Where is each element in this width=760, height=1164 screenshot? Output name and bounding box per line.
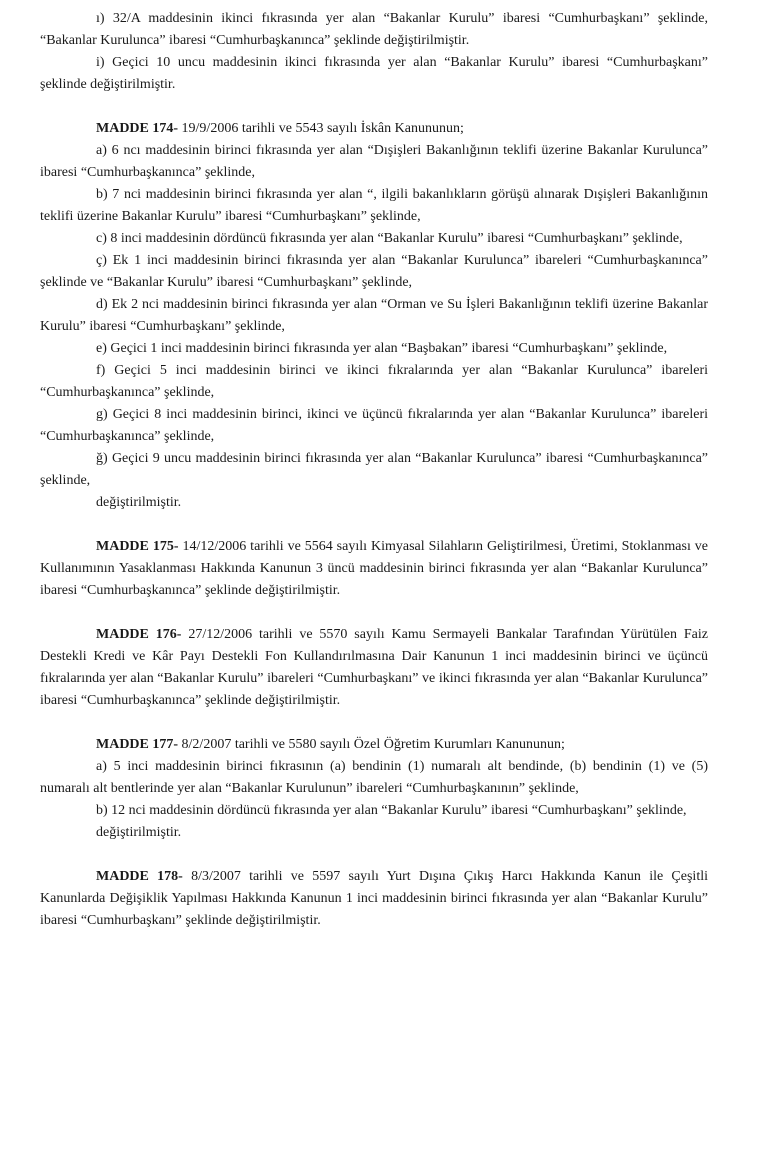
madde-174 xyxy=(40,118,708,514)
paragraph: ç) Ek 1 inci maddesinin birinci fıkrasında yer alan “Bakanlar Kurulunca” ibareleri “Cumhurbaşkanınca” şeklinde ve “Bakanlar Kurulu” ibaresi “Cumhurbaşkanı” şeklinde, xyxy=(40,253,708,290)
paragraph: b) 7 nci maddesinin birinci fıkrasında yer alan “, ilgili bakanlıkların görüşü alınarak Dışişleri Bakanlığının teklifi üzerine Bakanlar Kurulu” ibaresi “Cumhurbaşkanı” şeklinde, xyxy=(40,187,708,224)
madde-heading: MADDE 178- xyxy=(96,869,183,884)
madde-intro xyxy=(40,624,708,712)
madde-intro xyxy=(40,536,708,602)
madde-intro-text: 19/9/2006 tarihli ve 5543 sayılı İskân Kanununun; xyxy=(178,121,464,136)
paragraph: e) Geçici 1 inci maddesinin birinci fıkrasında yer alan “Başbakan” ibaresi “Cumhurbaşkanı” şeklinde, xyxy=(96,341,668,356)
madde-intro xyxy=(40,118,708,140)
paragraph: d) Ek 2 nci maddesinin birinci fıkrasında yer alan “Orman ve Su İşleri Bakanlığının teklifi üzerine Bakanlar Kurulu” ibaresi “Cumhurbaşkanı” şeklinde, xyxy=(40,297,708,334)
paragraph: ı) 32/A maddesinin ikinci fıkrasında yer alan “Bakanlar Kurulu” ibaresi “Cumhurbaşkanı” şeklinde, “Bakanlar Kurulunca” ibaresi “Cumhurbaşkanınca” şeklinde değiştirilmiştir. xyxy=(40,11,708,48)
paragraph: ğ) Geçici 9 uncu maddesinin birinci fıkrasında yer alan “Bakanlar Kurulunca” ibaresi “Cumhurbaşkanınca” şeklinde, xyxy=(40,451,708,488)
madde-175 xyxy=(40,536,708,602)
paragraph: değiştirilmiştir. xyxy=(96,825,182,840)
madde-heading: MADDE 175- xyxy=(96,539,179,554)
madde-intro-text: 14/12/2006 tarihli ve 5564 sayılı Kimyasal Silahların Geliştirilmesi, Üretimi, Stoklanması ve Kullanımının Yasaklanması Hakkında Kanunun 3 üncü maddesinin birinci fıkrasında yer alan “Bakanlar Kurulunca” ibaresi “Cumhurbaşkanınca” şeklinde değiştirilmiştir. xyxy=(40,539,708,598)
paragraph: a) 5 inci maddesinin birinci fıkrasının (a) bendinin (1) numaralı alt bendinde, (b) bendinin (1) ve (5) numaralı alt bentlerinde yer alan “Bakanlar Kurulunun” ibareleri “Cumhurbaşkanının” şeklinde, xyxy=(40,759,708,796)
paragraph: f) Geçici 5 inci maddesinin birinci ve ikinci fıkralarında yer alan “Bakanlar Kurulunca” ibareleri “Cumhurbaşkanınca” şeklinde, xyxy=(40,363,708,400)
paragraph: c) 8 inci maddesinin dördüncü fıkrasında yer alan “Bakanlar Kurulu” ibaresi “Cumhurbaşkanı” şeklinde, xyxy=(96,231,683,246)
madde-177 xyxy=(40,734,708,844)
madde-heading: MADDE 174- xyxy=(96,121,179,136)
paragraph: değiştirilmiştir. xyxy=(96,495,182,510)
madde-intro-text: 8/2/2007 tarihli ve 5580 sayılı Özel Öğretim Kurumları Kanununun; xyxy=(178,737,565,752)
madde-intro-text: 27/12/2006 tarihli ve 5570 sayılı Kamu Sermayeli Bankalar Tarafından Yürütülen Faiz Destekli Kredi ve Kâr Payı Destekli Fon Kullandırılmasına Dair Kanunun 1 inci maddesinin birinci ve üçüncü fıkralarında yer alan “Bakanlar Kurulu” ibareleri “Cumhurbaşkanı” ve ikinci fıkrasında yer alan “Bakanlar Kurulunca” ibaresi “Cumhurbaşkanınca” şeklinde değiştirilmiştir. xyxy=(40,627,708,708)
madde-heading: MADDE 177- xyxy=(96,737,179,752)
paragraph: b) 12 nci maddesinin dördüncü fıkrasında yer alan “Bakanlar Kurulu” ibaresi “Cumhurbaşkanı” şeklinde, xyxy=(96,803,687,818)
madde-intro xyxy=(40,734,708,756)
block-0 xyxy=(40,8,708,96)
madde-intro-text: 8/3/2007 tarihli ve 5597 sayılı Yurt Dışına Çıkış Harcı Hakkında Kanun ile Çeşitli Kanunlarda Değişiklik Yapılması Hakkında Kanunun 1 inci maddesinin birinci fıkrasında yer alan “Bakanlar Kurulu” ibaresi “Cumhurbaşkanı” şeklinde değiştirilmiştir. xyxy=(40,869,708,928)
madde-intro xyxy=(40,866,708,932)
madde-178 xyxy=(40,866,708,932)
paragraph: i) Geçici 10 uncu maddesinin ikinci fıkrasında yer alan “Bakanlar Kurulu” ibaresi “Cumhurbaşkanı” şeklinde değiştirilmiştir. xyxy=(40,55,708,92)
paragraph: a) 6 ncı maddesinin birinci fıkrasında yer alan “Dışişleri Bakanlığının teklifi üzerine Bakanlar Kurulunca” ibaresi “Cumhurbaşkanınca” şeklinde, xyxy=(40,143,708,180)
madde-heading: MADDE 176- xyxy=(96,627,182,642)
paragraph: g) Geçici 8 inci maddesinin birinci, ikinci ve üçüncü fıkralarında yer alan “Bakanlar Kurulunca” ibareleri “Cumhurbaşkanınca” şeklinde, xyxy=(40,407,708,444)
madde-176 xyxy=(40,624,708,712)
